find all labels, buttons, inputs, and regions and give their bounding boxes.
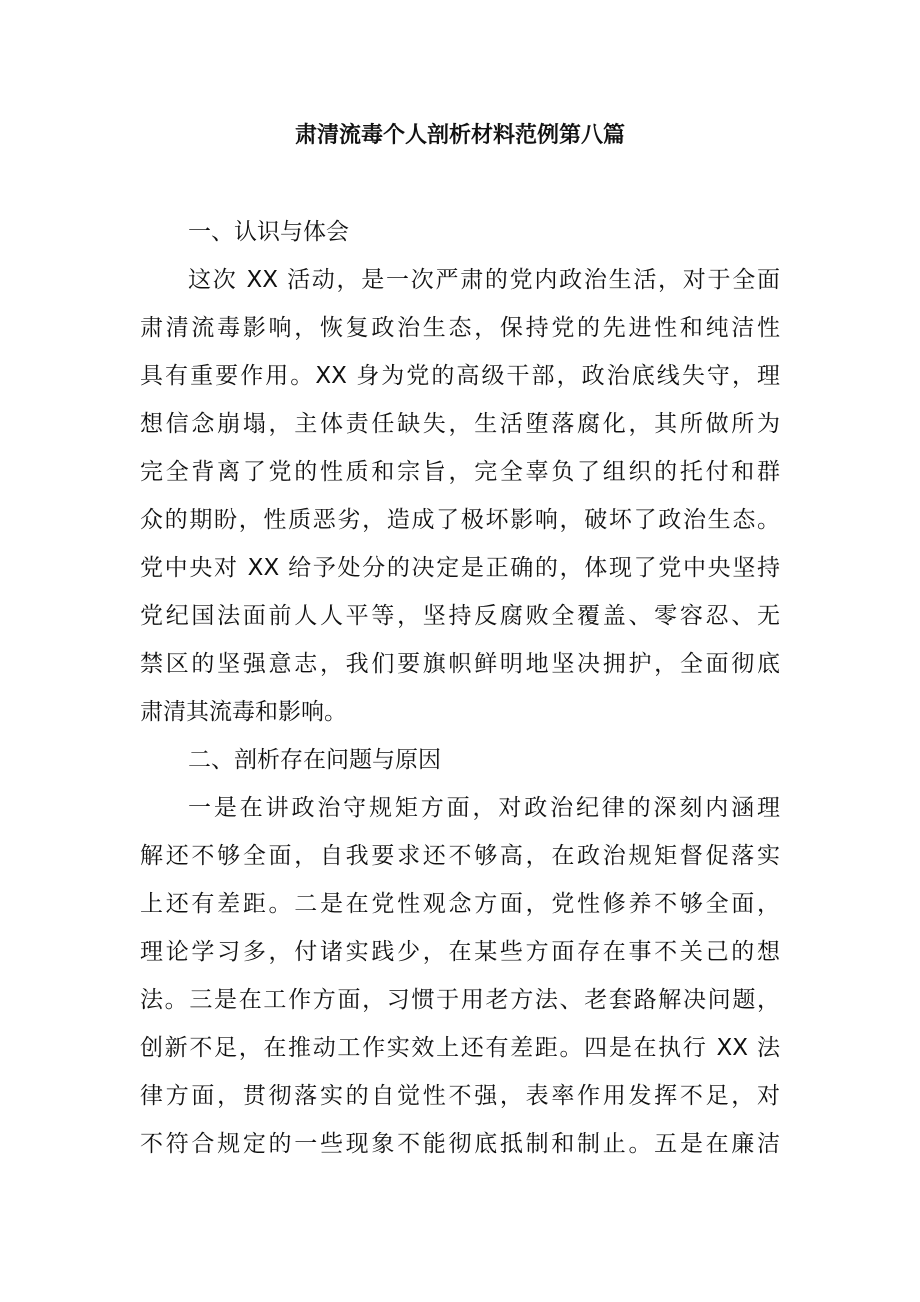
paragraph-line: 肃清流毒影响，恢复政治生态，保持党的先进性和纯洁性 bbox=[140, 315, 780, 341]
paragraph-line: 想信念崩塌，主体责任缺失，生活堕落腐化，其所做所为 bbox=[140, 411, 780, 437]
paragraph-line: 一是在讲政治守规矩方面，对政治纪律的深刻内涵理 bbox=[188, 795, 780, 821]
paragraph-line: 不符合规定的一些现象不能彻底抵制和制止。五是在廉洁 bbox=[140, 1131, 780, 1157]
paragraph-line: 创新不足，在推动工作实效上还有差距。四是在执行 XX 法 bbox=[140, 1035, 780, 1061]
paragraph-line: 律方面，贯彻落实的自觉性不强，表率作用发挥不足，对 bbox=[140, 1083, 780, 1109]
paragraph-line: 具有重要作用。XX 身为党的高级干部，政治底线失守，理 bbox=[140, 363, 780, 389]
paragraph-line: 众的期盼，性质恶劣，造成了极坏影响，破坏了政治生态。 bbox=[140, 507, 780, 533]
paragraph-line: 党中央对 XX 给予处分的决定是正确的，体现了党中央坚持 bbox=[140, 555, 780, 581]
paragraph-line: 理论学习多，付诸实践少，在某些方面存在事不关己的想 bbox=[140, 939, 780, 965]
section-heading-2: 二、剖析存在问题与原因 bbox=[188, 747, 441, 773]
paragraph-line: 禁区的坚强意志，我们要旗帜鲜明地坚决拥护，全面彻底 bbox=[140, 651, 780, 677]
document-title: 肃清流毒个人剖析材料范例第八篇 bbox=[294, 123, 625, 148]
paragraph-line: 解还不够全面，自我要求还不够高，在政治规矩督促落实 bbox=[140, 843, 780, 869]
paragraph-line: 这次 XX 活动，是一次严肃的党内政治生活，对于全面 bbox=[188, 267, 780, 293]
paragraph-line: 法。三是在工作方面，习惯于用老方法、老套路解决问题， bbox=[140, 987, 780, 1013]
section-heading-1: 一、认识与体会 bbox=[188, 219, 349, 245]
paragraph-line: 肃清其流毒和影响。 bbox=[140, 699, 347, 725]
paragraph-line: 上还有差距。二是在党性观念方面，党性修养不够全面， bbox=[140, 891, 780, 917]
paragraph-line: 党纪国法面前人人平等，坚持反腐败全覆盖、零容忍、无 bbox=[140, 603, 780, 629]
paragraph-line: 完全背离了党的性质和宗旨，完全辜负了组织的托付和群 bbox=[140, 459, 780, 485]
